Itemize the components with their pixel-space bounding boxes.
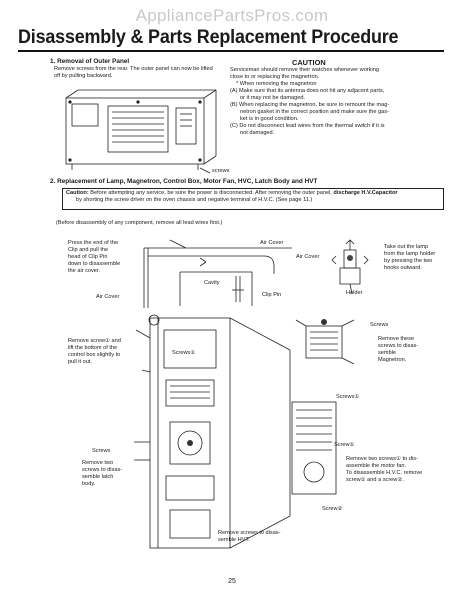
note-line: control box slightly to — [68, 352, 121, 358]
lamp-bulb — [347, 255, 353, 261]
screw1c-label: Screw① — [334, 442, 355, 448]
note-line: assemble the motor fan. — [346, 463, 407, 469]
screw-mark — [198, 100, 201, 103]
caution-line: or it may not be damaged. — [240, 95, 305, 101]
note-line: Press the end of the — [68, 240, 119, 246]
note-line: pull it out. — [68, 359, 92, 365]
caution-line: close to or replacing the magnetron. — [230, 74, 320, 80]
section1-heading: 1. Removal of Outer Panel — [50, 58, 130, 65]
section2-heading: 2. Replacement of Lamp, Magnetron, Control Box, Motor Fan, HVC, Latch Body and HVT — [50, 178, 318, 185]
caution-text: Before attempting any service, be sure the power is disconnected. After removing the outer panel, — [90, 190, 332, 196]
remove-two-motor-note — [346, 456, 422, 484]
air-cover-mid-label: Air Cover — [296, 254, 320, 260]
screw-mark — [68, 158, 71, 161]
note-line: by pressing the two — [384, 258, 433, 264]
remove-two-latch-note — [82, 460, 122, 488]
note-line: Remove two — [82, 460, 114, 466]
note-line: head of Clip Pin — [68, 254, 108, 260]
section1-body — [54, 66, 213, 80]
note-line: down to disassemble — [68, 261, 121, 267]
section1-body-line: off by pulling backward. — [54, 73, 113, 79]
screw-mark — [68, 100, 71, 103]
press-end-note — [68, 240, 120, 275]
screw-mark — [136, 100, 139, 103]
caution-line: not damaged. — [240, 130, 275, 136]
note-line: Remove these — [378, 336, 415, 342]
note-line: Remove screws to disas- — [218, 530, 281, 536]
note-line: screws to disas- — [82, 467, 123, 473]
page-number: 25 — [228, 578, 236, 585]
caution-line: * When removing the magnetron — [236, 81, 317, 87]
oven-rear-illustration — [50, 86, 220, 180]
cavity-label: Cavity — [204, 280, 220, 286]
note-line: screws to disas- — [378, 343, 419, 349]
note-line: Clip and pull the — [68, 247, 109, 253]
screws-right-label: Screws — [370, 322, 389, 328]
caution-line: Serviceman should remove their watches whenever working — [230, 67, 379, 73]
fan-hub — [187, 440, 193, 446]
remove-three-note — [378, 336, 418, 364]
note-line: Take out the lamp — [384, 244, 429, 250]
caution-body — [230, 67, 452, 137]
before-note: (Before disassembly of any component, remove all lead wires first.) — [56, 220, 223, 226]
caution-line: (C) Do not disconnect lead wires from the thermal switch if it is — [230, 123, 385, 129]
note-line: To disassemble H.V.C. remove — [346, 470, 423, 476]
remove-hvt-note — [218, 530, 280, 544]
section1-body-line: Remove screws from the rear. The outer panel can now be lifted — [54, 66, 213, 72]
note-line: semble — [378, 350, 397, 356]
note-line: screw① and a screw②. — [346, 477, 404, 483]
caution-box-line — [66, 190, 442, 197]
note-line: Remove screw① and — [68, 338, 121, 344]
caution-line: ket is in good condition. — [240, 116, 299, 122]
lamp-holder-illustration — [330, 236, 378, 298]
note-line: hooks outward. — [384, 265, 422, 271]
title-rule — [18, 50, 444, 52]
caution-line: (B) When replacing the magnetron, be sure to remount the mag- — [230, 102, 390, 108]
caution-box-text — [66, 190, 442, 204]
take-out-lamp-note — [384, 244, 435, 272]
screws1b-label: Screws① — [336, 394, 360, 400]
caution-line: netron gasket in the correct position and make sure the gas- — [240, 109, 389, 115]
note-line: body. — [82, 481, 96, 487]
note-line: semble HVT. — [218, 537, 250, 543]
screws-label: screws — [212, 168, 230, 174]
note-line: lift the bottom of the — [68, 345, 118, 351]
caution-prefix: Caution: — [66, 190, 89, 196]
note-line: the air cover. — [68, 268, 101, 274]
caution-line: (A) Make sure that its antenna does not hit any adjacent parts, — [230, 88, 385, 94]
air-cover-top-label: Air Cover — [260, 240, 284, 246]
note-line: Magnetron. — [378, 357, 407, 363]
air-cover-left-label: Air Cover — [96, 294, 120, 300]
note-line: from the lamp holder — [384, 251, 436, 257]
caution-box-line: by shorting the screw driver on the oven chassis and negative terminal of H.V.C. (See page 11.) — [76, 197, 313, 203]
clip-pin-label: Clip Pin — [262, 292, 282, 298]
note-line: semble latch — [82, 474, 114, 480]
screws-left-label: Screws — [92, 448, 111, 454]
holder-label: Holder — [346, 290, 363, 296]
caution-heading: CAUTION — [292, 58, 326, 67]
screw-mark — [198, 158, 201, 161]
note-line: Remove two screws① to dis- — [346, 456, 418, 462]
page-title: Disassembly & Parts Replacement Procedure — [18, 26, 399, 48]
screw2-label: Screw② — [322, 506, 343, 512]
magnetron-antenna — [321, 319, 327, 325]
callout-circle — [149, 315, 159, 325]
magnetron-illustration — [292, 316, 360, 368]
remove-screw1-note — [68, 338, 121, 366]
screws1-label: Screws① — [172, 350, 196, 356]
caution-bold: discharge H.V.Capacitor — [333, 190, 398, 196]
watermark: AppliancePartsPros.com — [135, 6, 329, 25]
